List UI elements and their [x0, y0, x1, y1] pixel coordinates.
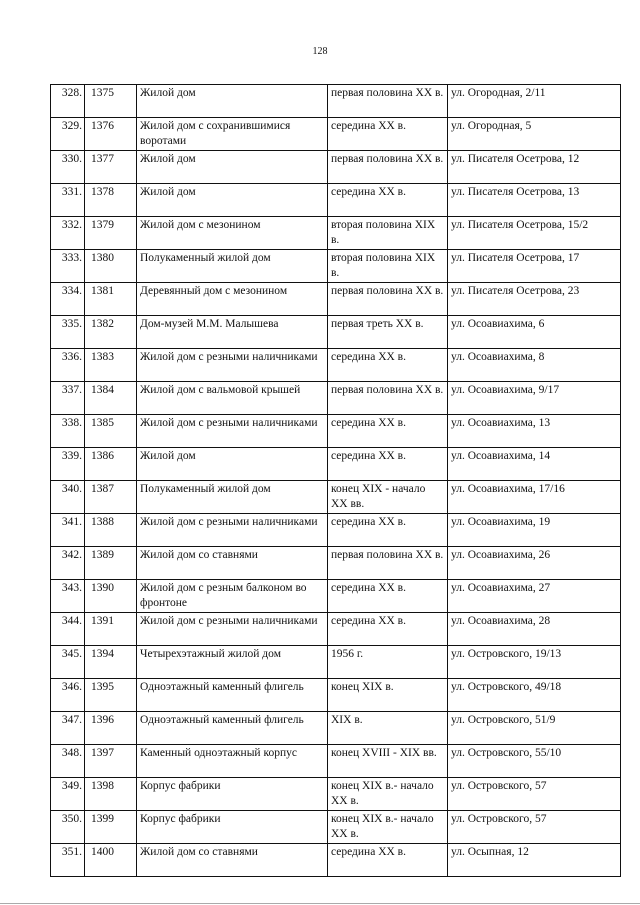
object-name-cell: Жилой дом [137, 85, 328, 118]
dating-cell: середина XX в. [328, 844, 448, 877]
object-name-cell: Жилой дом с резными наличниками [137, 613, 328, 646]
registry-number-cell: 1386 [85, 448, 137, 481]
address-cell: ул. Осоавиахима, 8 [448, 349, 621, 382]
registry-number-cell: 1394 [85, 646, 137, 679]
object-name-cell: Корпус фабрики [137, 778, 328, 811]
table-row [51, 217, 621, 250]
row-number-cell: 342. [51, 547, 85, 580]
object-name-cell: Жилой дом с резными наличниками [137, 349, 328, 382]
object-name-cell: Корпус фабрики [137, 811, 328, 844]
row-number-cell: 350. [51, 811, 85, 844]
table-row [51, 844, 621, 877]
table-row [51, 712, 621, 745]
table-row [51, 547, 621, 580]
address-cell: ул. Осоавиахима, 17/16 [448, 481, 621, 514]
row-number-cell: 329. [51, 118, 85, 151]
object-name-cell: Четырехэтажный жилой дом [137, 646, 328, 679]
dating-cell: первая половина XX в. [328, 283, 448, 316]
registry-number-cell: 1397 [85, 745, 137, 778]
dating-cell: середина XX в. [328, 514, 448, 547]
row-number-cell: 341. [51, 514, 85, 547]
registry-number-cell: 1385 [85, 415, 137, 448]
object-name-cell: Жилой дом с резными наличниками [137, 514, 328, 547]
address-cell: ул. Писателя Осетрова, 15/2 [448, 217, 621, 250]
table-row [51, 316, 621, 349]
row-number-cell: 347. [51, 712, 85, 745]
dating-cell: конец XIX в. [328, 679, 448, 712]
row-number-cell: 349. [51, 778, 85, 811]
dating-cell: 1956 г. [328, 646, 448, 679]
object-name-cell: Жилой дом с вальмовой крышей [137, 382, 328, 415]
registry-number-cell: 1378 [85, 184, 137, 217]
table-row [51, 646, 621, 679]
object-name-cell: Одноэтажный каменный флигель [137, 679, 328, 712]
address-cell: ул. Осоавиахима, 14 [448, 448, 621, 481]
address-cell: ул. Островского, 57 [448, 778, 621, 811]
registry-number-cell: 1396 [85, 712, 137, 745]
address-cell: ул. Островского, 55/10 [448, 745, 621, 778]
table-row [51, 85, 621, 118]
row-number-cell: 338. [51, 415, 85, 448]
address-cell: ул. Осоавиахима, 19 [448, 514, 621, 547]
object-name-cell: Жилой дом [137, 184, 328, 217]
row-number-cell: 344. [51, 613, 85, 646]
registry-number-cell: 1382 [85, 316, 137, 349]
registry-number-cell: 1384 [85, 382, 137, 415]
table-row [51, 580, 621, 613]
table-row [51, 481, 621, 514]
address-cell: ул. Писателя Осетрова, 23 [448, 283, 621, 316]
dating-cell: первая половина XX в. [328, 85, 448, 118]
row-number-cell: 346. [51, 679, 85, 712]
object-name-cell: Полукаменный жилой дом [137, 250, 328, 283]
table-row [51, 184, 621, 217]
dating-cell: середина XX в. [328, 580, 448, 613]
object-name-cell: Каменный одноэтажный корпус [137, 745, 328, 778]
table-row [51, 745, 621, 778]
row-number-cell: 337. [51, 382, 85, 415]
address-cell: ул. Осоавиахима, 9/17 [448, 382, 621, 415]
object-name-cell: Жилой дом с резными наличниками [137, 415, 328, 448]
row-number-cell: 351. [51, 844, 85, 877]
row-number-cell: 335. [51, 316, 85, 349]
row-number-cell: 343. [51, 580, 85, 613]
registry-number-cell: 1389 [85, 547, 137, 580]
table-row [51, 283, 621, 316]
dating-cell: середина XX в. [328, 118, 448, 151]
dating-cell: середина XX в. [328, 613, 448, 646]
dating-cell: первая треть XX в. [328, 316, 448, 349]
registry-number-cell: 1379 [85, 217, 137, 250]
dating-cell: первая половина XX в. [328, 382, 448, 415]
page-number: 128 [312, 46, 328, 57]
address-cell: ул. Огородная, 5 [448, 118, 621, 151]
registry-number-cell: 1388 [85, 514, 137, 547]
row-number-cell: 332. [51, 217, 85, 250]
registry-number-cell: 1395 [85, 679, 137, 712]
table-row [51, 811, 621, 844]
heritage-registry-table [50, 84, 621, 877]
object-name-cell: Жилой дом с мезонином [137, 217, 328, 250]
row-number-cell: 328. [51, 85, 85, 118]
row-number-cell: 330. [51, 151, 85, 184]
address-cell: ул. Писателя Осетрова, 12 [448, 151, 621, 184]
dating-cell: конец XIX в.- начало XX в. [328, 778, 448, 811]
row-number-cell: 333. [51, 250, 85, 283]
table-row [51, 448, 621, 481]
registry-table-body [51, 85, 621, 877]
table-row [51, 778, 621, 811]
dating-cell: первая половина XX в. [328, 151, 448, 184]
table-row [51, 151, 621, 184]
address-cell: ул. Островского, 49/18 [448, 679, 621, 712]
row-number-cell: 340. [51, 481, 85, 514]
dating-cell: вторая половина XIX в. [328, 250, 448, 283]
object-name-cell: Жилой дом с сохранившимися воротами [137, 118, 328, 151]
object-name-cell: Дом-музей М.М. Малышева [137, 316, 328, 349]
object-name-cell: Жилой дом с резным балконом во фронтоне [137, 580, 328, 613]
address-cell: ул. Писателя Осетрова, 17 [448, 250, 621, 283]
row-number-cell: 348. [51, 745, 85, 778]
address-cell: ул. Осоавиахима, 13 [448, 415, 621, 448]
object-name-cell: Полукаменный жилой дом [137, 481, 328, 514]
address-cell: ул. Островского, 51/9 [448, 712, 621, 745]
object-name-cell: Жилой дом со ставнями [137, 547, 328, 580]
address-cell: ул. Островского, 57 [448, 811, 621, 844]
scan-bottom-edge [0, 903, 640, 904]
row-number-cell: 331. [51, 184, 85, 217]
dating-cell: первая половина XX в. [328, 547, 448, 580]
row-number-cell: 336. [51, 349, 85, 382]
object-name-cell: Жилой дом [137, 448, 328, 481]
table-row [51, 250, 621, 283]
dating-cell: середина XX в. [328, 184, 448, 217]
registry-number-cell: 1377 [85, 151, 137, 184]
table-row [51, 349, 621, 382]
registry-number-cell: 1391 [85, 613, 137, 646]
table-row [51, 613, 621, 646]
object-name-cell: Одноэтажный каменный флигель [137, 712, 328, 745]
table-row [51, 382, 621, 415]
registry-number-cell: 1383 [85, 349, 137, 382]
registry-number-cell: 1380 [85, 250, 137, 283]
dating-cell: вторая половина XIX в. [328, 217, 448, 250]
dating-cell: середина XX в. [328, 415, 448, 448]
table-row [51, 415, 621, 448]
registry-number-cell: 1398 [85, 778, 137, 811]
dating-cell: XIX в. [328, 712, 448, 745]
registry-number-cell: 1390 [85, 580, 137, 613]
dating-cell: конец XIX в.- начало XX в. [328, 811, 448, 844]
registry-number-cell: 1381 [85, 283, 137, 316]
address-cell: ул. Осоавиахима, 26 [448, 547, 621, 580]
row-number-cell: 345. [51, 646, 85, 679]
object-name-cell: Деревянный дом с мезонином [137, 283, 328, 316]
table-row [51, 679, 621, 712]
row-number-cell: 334. [51, 283, 85, 316]
address-cell: ул. Островского, 19/13 [448, 646, 621, 679]
dating-cell: конец XVIII - XIX вв. [328, 745, 448, 778]
address-cell: ул. Писателя Осетрова, 13 [448, 184, 621, 217]
address-cell: ул. Огородная, 2/11 [448, 85, 621, 118]
table-row [51, 118, 621, 151]
dating-cell: середина XX в. [328, 349, 448, 382]
registry-number-cell: 1375 [85, 85, 137, 118]
address-cell: ул. Осоавиахима, 6 [448, 316, 621, 349]
object-name-cell: Жилой дом [137, 151, 328, 184]
registry-number-cell: 1376 [85, 118, 137, 151]
object-name-cell: Жилой дом со ставнями [137, 844, 328, 877]
registry-number-cell: 1387 [85, 481, 137, 514]
registry-number-cell: 1400 [85, 844, 137, 877]
address-cell: ул. Осоавиахима, 28 [448, 613, 621, 646]
address-cell: ул. Осоавиахима, 27 [448, 580, 621, 613]
address-cell: ул. Осыпная, 12 [448, 844, 621, 877]
table-row [51, 514, 621, 547]
dating-cell: конец XIX - начало XX вв. [328, 481, 448, 514]
registry-number-cell: 1399 [85, 811, 137, 844]
dating-cell: середина XX в. [328, 448, 448, 481]
row-number-cell: 339. [51, 448, 85, 481]
